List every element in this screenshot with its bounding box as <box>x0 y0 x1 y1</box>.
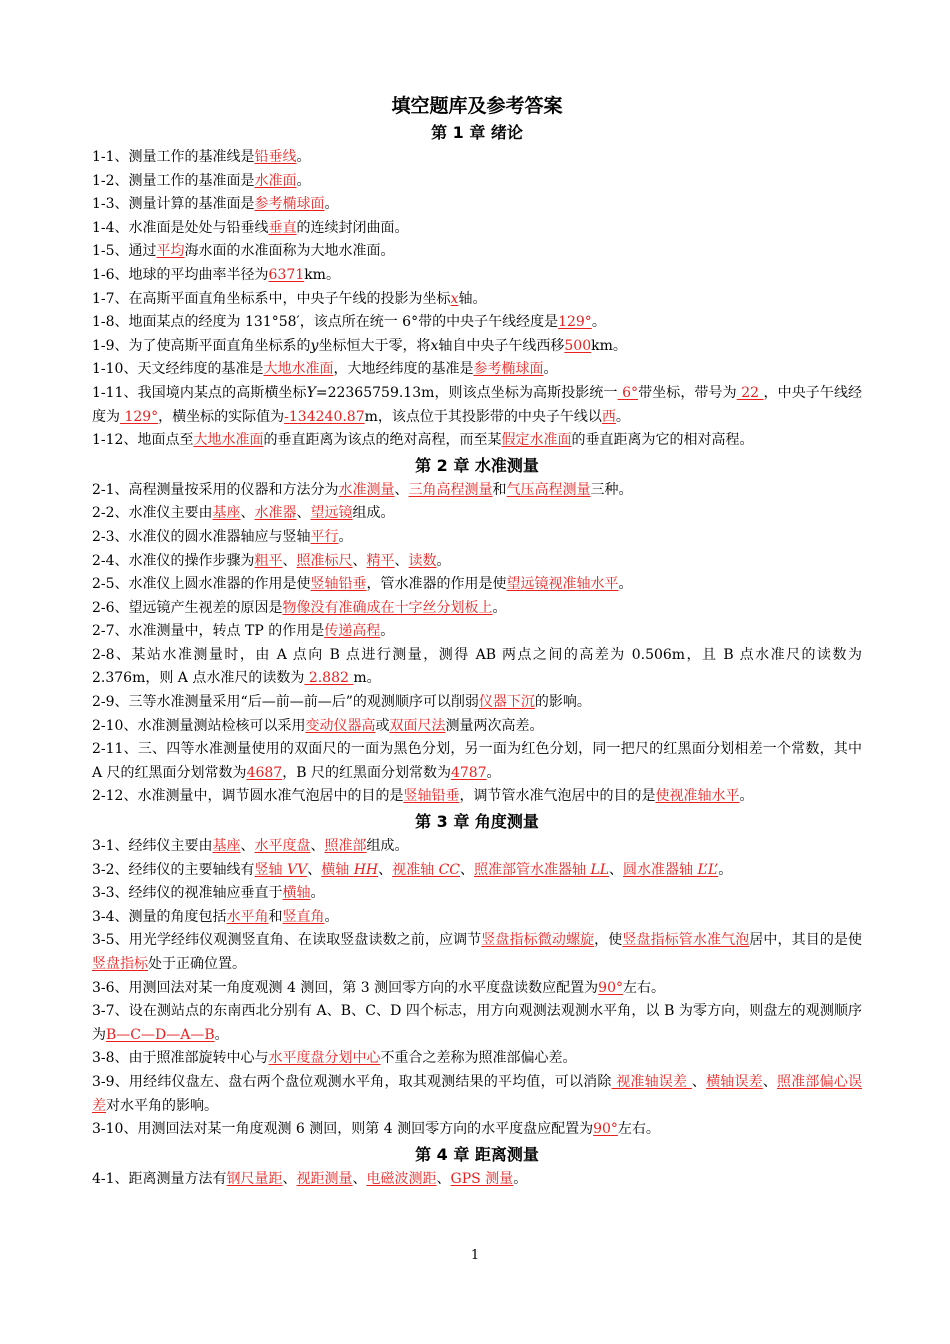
answer-blank: 参考椭球面 <box>473 361 544 378</box>
question-item <box>92 1000 862 1047</box>
question-text: 1-9、为了使高斯平面直角坐标系的 <box>92 337 311 354</box>
answer-blank: 竖盘指标 <box>92 956 148 972</box>
question-text: 。 <box>338 528 353 545</box>
question-text: 坐标恒大于零，将 <box>318 337 431 354</box>
question-text: 3-4、测量的角度包括 <box>92 908 227 925</box>
question-text: 。 <box>296 172 311 189</box>
question-item <box>92 929 862 976</box>
question-text: ，调节管水准气泡居中的目的是 <box>459 788 656 805</box>
answer-blank: 物像没有准确成在十字丝分划板上 <box>282 599 493 616</box>
answer-blank: -134240.87 <box>284 408 365 425</box>
answer-blank: 大地水准面 <box>263 361 334 378</box>
question-text: x <box>430 337 439 354</box>
answer-blank: 照准部偏心误差 <box>92 1073 863 1114</box>
question-text: km。 <box>304 266 340 283</box>
question-item <box>92 882 862 906</box>
answer-blank: 水平度盘分划中心 <box>268 1050 381 1067</box>
question-text: 1-12、地面点至 <box>92 432 194 449</box>
question-text: 1-11、我国境内某点的高斯横坐标 <box>92 384 307 401</box>
question-text: 左右。 <box>623 979 665 996</box>
question-text: 或 <box>375 717 390 734</box>
question-text: 、 <box>282 552 297 569</box>
question-item <box>92 597 862 621</box>
question-text: 和 <box>268 908 283 925</box>
question-text: 。 <box>591 314 606 331</box>
question-text: 的影响。 <box>534 694 591 711</box>
question-text: 的垂直距离为该点的绝对高程，而至某 <box>263 432 502 449</box>
question-text: 1-3、测量计算的基准面是 <box>92 196 255 213</box>
answer-blank: 129° <box>120 408 159 425</box>
answer-blank: 望远镜视准轴水平 <box>506 576 619 593</box>
answer-blank: 圆水准器轴 <box>623 861 698 878</box>
answer-blank: 横轴 <box>321 861 354 878</box>
answer-blank: 粗平 <box>254 552 283 569</box>
answer-blank: 竖轴铅垂 <box>310 576 367 593</box>
answer-blank: 4687 <box>246 764 283 781</box>
question-text: 。 <box>436 552 451 569</box>
answer-blank: 视准轴 <box>392 861 439 878</box>
question-text: 2-12、水准测量中，调节圆水准气泡居中的目的是 <box>92 788 404 805</box>
question-text: 1-7、在高斯平面直角坐标系中，中央子午线的投影为坐标 <box>92 290 451 307</box>
answer-blank: 精平 <box>366 552 395 569</box>
question-text: 、 <box>691 1073 707 1090</box>
question-text: 对水平角的影响。 <box>106 1097 218 1114</box>
answer-blank: 6° <box>617 384 638 401</box>
answer-blank: 照准部 <box>324 838 367 855</box>
question-text: 。 <box>324 908 339 925</box>
answer-blank: 22 <box>736 384 764 401</box>
answer-blank: 三角高程测量 <box>408 481 493 498</box>
answer-blank: 竖盘指标管水准气泡 <box>622 932 750 949</box>
answer-blank: 竖盘指标微动螺旋 <box>481 932 595 949</box>
answer-blank: B—C—D—A—B <box>106 1026 215 1043</box>
question-text: 2-1、高程测量按采用的仪器和方法分为 <box>92 481 339 498</box>
question-text: 。 <box>296 149 311 165</box>
question-text: 、 <box>282 1170 297 1187</box>
question-item <box>92 311 862 335</box>
question-text: ，使 <box>594 932 623 949</box>
chapter-heading: 第 1 章 绪论 <box>431 123 523 142</box>
answer-blank: LL <box>590 861 610 878</box>
question-text: 三种。 <box>590 481 633 498</box>
question-text: 2-4、水准仪的操作步骤为 <box>92 552 255 569</box>
answer-blank: L’L’ <box>697 861 719 878</box>
question-text: 不重合之差称为照准部偏心差。 <box>380 1050 577 1067</box>
question-item <box>92 977 862 1001</box>
answer-blank: 90° <box>593 1121 618 1138</box>
answer-blank: 2.882 <box>304 670 354 687</box>
answer-blank: 变动仪器高 <box>305 717 376 734</box>
question-text: 处于正确位置。 <box>148 956 246 972</box>
answer-blank: 使视准轴水平 <box>655 788 740 805</box>
answer-blank: 基座 <box>212 838 241 855</box>
answer-blank: 望远镜 <box>310 505 353 522</box>
answer-blank: 90° <box>598 979 623 996</box>
question-text: 2-3、水准仪的圆水准器轴应与竖轴 <box>92 528 311 545</box>
document-page <box>92 92 862 1191</box>
question-text: 的垂直距离为它的相对高程。 <box>571 432 754 449</box>
question-text: 。 <box>615 408 630 425</box>
question-text: ，横坐标的实际值为 <box>158 408 285 425</box>
answer-blank: 水平角 <box>226 908 269 925</box>
question-text: ，B 尺的红黑面分划常数为 <box>282 764 451 781</box>
answer-blank: 129° <box>558 314 592 331</box>
question-text: 2-9、三等水准测量采用“后—前—前—后”的观测顺序可以削弱 <box>92 694 479 711</box>
answer-blank: 仪器下沉 <box>478 694 535 711</box>
question-item <box>92 620 862 644</box>
question-item <box>92 715 862 739</box>
answer-blank: 读数 <box>408 552 437 569</box>
question-text: 1-8、地面某点的经度为 131°58′，该点所在统一 6°带的中央子午线经度是 <box>92 314 559 331</box>
question-text: 、 <box>310 838 325 855</box>
question-text: km。 <box>591 337 627 354</box>
answer-blank: GPS 测量 <box>450 1170 514 1187</box>
question-text: 3-3、经纬仪的视准轴应垂直于 <box>92 885 283 902</box>
question-item <box>92 785 862 809</box>
answer-blank: 基座 <box>212 505 241 522</box>
question-text: 。 <box>618 576 633 593</box>
document-title: 填空题库及参考答案 <box>391 95 563 117</box>
question-text: 、 <box>307 861 322 878</box>
question-item <box>92 738 862 785</box>
question-item <box>92 1047 862 1071</box>
answer-blank: 气压高程测量 <box>506 481 591 498</box>
chapter-heading: 第 3 章 角度测量 <box>415 812 539 832</box>
question-text: m。 <box>353 670 381 687</box>
question-text: 1-1、测量工作的基准线是 <box>92 149 255 165</box>
answer-blank: 照准标尺 <box>296 552 353 569</box>
question-text: m，该点位于其投影带的中央子午线以 <box>364 408 602 425</box>
question-text: 左右。 <box>617 1121 660 1138</box>
question-text: 3-8、由于照准部旋转中心与 <box>92 1050 269 1067</box>
answer-blank: 大地水准面 <box>193 432 264 449</box>
question-text: 、 <box>460 861 474 878</box>
question-text: 、 <box>394 481 409 498</box>
answer-blank: 4787 <box>450 764 487 781</box>
question-item <box>92 1168 862 1192</box>
question-text: 4-1、距离测量方法有 <box>92 1170 227 1187</box>
question-text: 。 <box>492 599 507 616</box>
answer-blank: 竖轴铅垂 <box>403 788 460 805</box>
question-item <box>92 170 862 194</box>
question-text: 轴自中央子午线西移 <box>438 337 565 354</box>
question-text: 、 <box>240 505 255 522</box>
answer-blank: CC <box>438 861 460 878</box>
question-text: 3-6、用测回法对某一角度观测 4 测回，第 3 测回零方向的水平度盘读数应配置为 <box>92 979 599 996</box>
question-text: 。 <box>310 885 325 902</box>
question-text: 。 <box>214 1026 229 1043</box>
question-item <box>92 382 862 429</box>
answer-blank: 横轴误差 <box>706 1073 763 1090</box>
question-item <box>92 1118 862 1142</box>
question-text: 、 <box>352 1170 367 1187</box>
question-text: 和 <box>492 481 507 498</box>
question-text: 组成。 <box>366 838 409 855</box>
answer-blank: 视距测量 <box>296 1170 353 1187</box>
answer-blank: 水准器 <box>254 505 297 522</box>
chapter-heading: 第 4 章 距离测量 <box>415 1144 539 1164</box>
answer-blank: 水平度盘 <box>254 838 311 855</box>
question-text: 1-5、通过 <box>92 243 157 260</box>
question-text: ，中央子午线经度为 <box>92 384 863 425</box>
question-item <box>92 502 862 526</box>
question-text: =22365759.13m，则该点坐标为高斯投影统一 <box>315 384 618 401</box>
question-text: 。 <box>718 861 733 878</box>
chapter-heading: 第 2 章 水准测量 <box>415 455 539 475</box>
question-item <box>92 429 862 453</box>
answer-blank: 传递高程 <box>324 623 381 640</box>
question-text: 2-11、三、四等水准测量使用的双面尺的一面为黑色分划，另一面为红色分划，同一把尺的红黑面分划相差一个常数，其中 A 尺的红黑面分划常数为 <box>92 741 862 781</box>
question-item <box>92 193 862 217</box>
question-item <box>92 644 862 691</box>
question-text: 2-6、望远镜产生视差的原因是 <box>92 599 283 616</box>
question-text: 组成。 <box>352 505 395 522</box>
answer-blank: 钢尺量距 <box>226 1170 283 1187</box>
answer-blank: 横轴 <box>282 885 311 902</box>
question-text: 。 <box>543 361 558 378</box>
answer-blank: x <box>450 290 459 307</box>
question-text: 1-4、水准面是处处与铅垂线 <box>92 219 269 236</box>
question-item <box>92 146 862 170</box>
answer-blank: 视准轴误差 <box>611 1073 692 1090</box>
question-item <box>92 573 862 597</box>
question-text: 、 <box>296 505 311 522</box>
answer-blank: 假定水准面 <box>501 432 572 449</box>
question-item <box>92 1071 862 1118</box>
question-text: 3-7、设在测站点的东南西北分别有 A、B、C、D 四个标志，用方向观测法观测水平角，以 B 为零方向，则盘左的观测顺序为 <box>92 1003 862 1043</box>
answer-blank: VV <box>287 861 308 878</box>
question-text: 、 <box>609 861 624 878</box>
question-text: 。 <box>513 1170 528 1187</box>
question-text: 。 <box>324 196 339 213</box>
question-item <box>92 550 862 574</box>
question-text: 的连续封闭曲面。 <box>296 219 409 236</box>
question-text: 、 <box>378 861 393 878</box>
answer-blank: 平均 <box>156 243 185 260</box>
question-item <box>92 217 862 241</box>
question-item <box>92 906 862 930</box>
question-text: 3-1、经纬仪主要由 <box>92 838 213 855</box>
question-item <box>92 479 862 503</box>
question-text: 轴。 <box>458 290 487 307</box>
question-text: 、 <box>762 1073 778 1090</box>
question-text: 3-2、经纬仪的主要轴线有 <box>92 861 255 878</box>
question-text: 。 <box>380 623 395 640</box>
question-text: 2-7、水准测量中，转点 TP 的作用是 <box>92 623 325 640</box>
question-text: 1-6、地球的平均曲率半径为 <box>92 266 269 283</box>
document-content <box>92 120 862 1191</box>
question-text: 2-5、水准仪上圆水准器的作用是使 <box>92 576 311 593</box>
question-text: 3-9、用经纬仪盘左、盘右两个盘位观测水平角，取其观测结果的平均值，可以消除 <box>92 1073 612 1090</box>
question-text: y <box>310 337 319 354</box>
question-text: 、 <box>394 552 409 569</box>
question-text: 带坐标，带号为 <box>638 384 737 401</box>
answer-blank: 垂直 <box>268 219 297 236</box>
question-text: 2-8、某站水准测量时，由 A 点向 B 点进行测量，测得 AB 两点之间的高差为 0.506m，且 B 点水准尺的读数为 2.376m，则 A 点水准尺的读数为 <box>92 646 862 687</box>
answer-blank: 铅垂线 <box>254 149 297 165</box>
answer-blank: 平行 <box>310 528 339 545</box>
question-text: Y <box>306 384 316 401</box>
answer-blank: HH <box>353 861 379 878</box>
question-text: 。 <box>486 764 501 781</box>
question-text: ，大地经纬度的基准是 <box>333 361 474 378</box>
question-item <box>92 691 862 715</box>
answer-blank: 竖轴 <box>254 861 287 878</box>
answer-blank: 水准面 <box>254 172 297 189</box>
question-text: 居中，其目的是使 <box>749 932 863 949</box>
question-item <box>92 835 862 859</box>
page-number: 1 <box>470 1248 480 1263</box>
question-text: ，管水准器的作用是使 <box>366 576 507 593</box>
question-text: 。 <box>739 788 754 805</box>
answer-blank: 西 <box>601 408 616 425</box>
answer-blank: 照准部管水准器轴 <box>474 861 591 878</box>
answer-blank: 电磁波测距 <box>366 1170 437 1187</box>
question-text: 1-2、测量工作的基准面是 <box>92 172 255 189</box>
question-text: 2-10、水准测量测站检核可以采用 <box>92 717 306 734</box>
question-text: 3-10、用测回法对某一角度观测 6 测回，则第 4 测回零方向的水平度盘应配置为 <box>92 1121 594 1138</box>
question-text: 2-2、水准仪主要由 <box>92 505 213 522</box>
question-item <box>92 335 862 359</box>
question-text: 测量两次高差。 <box>445 717 544 734</box>
question-text: 、 <box>436 1170 451 1187</box>
question-text: 海水面的水准面称为大地水准面。 <box>184 243 395 260</box>
answer-blank: 参考椭球面 <box>254 196 325 213</box>
question-item <box>92 526 862 550</box>
question-text: 1-10、天文经纬度的基准是 <box>92 361 264 378</box>
answer-blank: 水准测量 <box>338 481 395 498</box>
question-text: 3-5、用光学经纬仪观测竖直角、在读取竖盘读数之前，应调节 <box>92 932 482 949</box>
question-item <box>92 240 862 264</box>
question-text: 、 <box>352 552 367 569</box>
question-item <box>92 288 862 312</box>
answer-blank: 双面尺法 <box>389 717 446 734</box>
question-item <box>92 859 862 883</box>
question-item <box>92 358 862 382</box>
answer-blank: 6371 <box>268 266 305 283</box>
question-text: 、 <box>240 838 255 855</box>
answer-blank: 500 <box>564 337 592 354</box>
question-item <box>92 264 862 288</box>
answer-blank: 竖直角 <box>282 908 325 925</box>
